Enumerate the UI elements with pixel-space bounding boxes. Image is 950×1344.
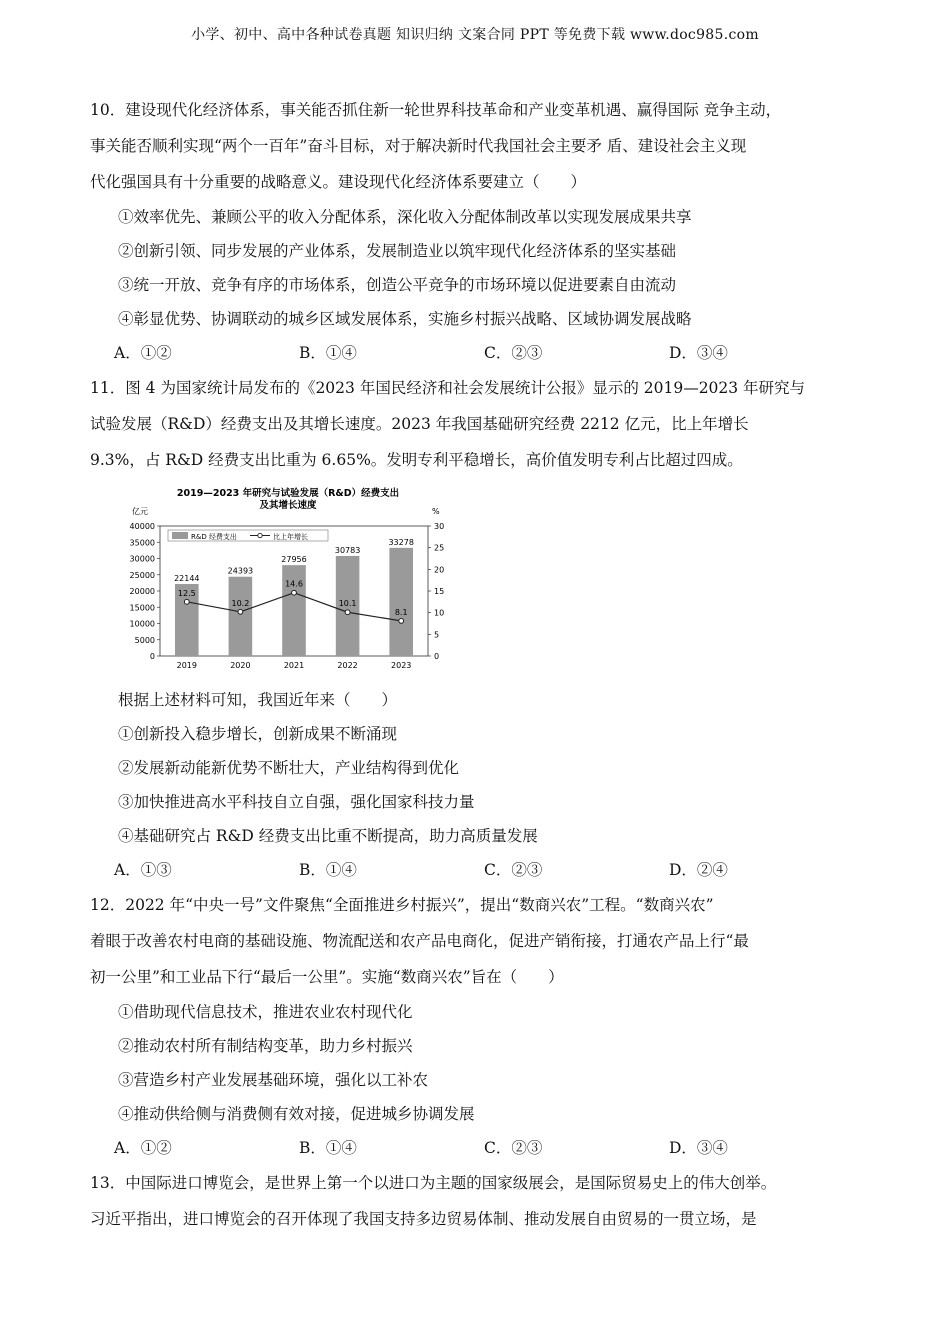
q11-option-a: A．①③ (114, 861, 172, 879)
q11-stem-line: 试验发展（R&D）经费支出及其增长速度。2023 年我国基础研究经费 2212 亿元，比上年增长 (90, 415, 749, 433)
chart-bar (229, 577, 253, 656)
chart-legend-line-marker (258, 533, 262, 537)
chart-growth-label: 8.1 (394, 607, 408, 617)
q11-item: ④基础研究占 R&D 经费支出比重不断提高，助力高质量发展 (118, 827, 538, 845)
q11-option-c: C．②③ (484, 861, 543, 879)
chart-bar-label: 30783 (334, 545, 361, 555)
chart-growth-label: 12.5 (177, 588, 196, 598)
chart-ytick-right-label: 25 (434, 543, 445, 553)
q10-option-a: A．①② (114, 344, 172, 362)
chart-ytick-left-label: 15000 (129, 603, 155, 613)
chart-ytick-left-label: 40000 (129, 522, 155, 531)
q13-stem-line: 习近平指出，进口博览会的召开体现了我国支持多边贸易体制、推动发展自由贸易的一贯立场，是 (90, 1210, 757, 1228)
chart-legend-bar-label: R&D 经费支出 (191, 533, 237, 541)
q10-stem-line: 事关能否顺利实现“两个一百年”奋斗目标，对于解决新时代我国社会主要矛 盾、建设社会主义现 (90, 137, 747, 155)
q10-item: ②创新引领、同步发展的产业体系，发展制造业以筑牢现代化经济体系的坚实基础 (118, 242, 677, 260)
chart-growth-label: 10.1 (338, 599, 357, 609)
q10-option-b: B．①④ (299, 344, 357, 362)
q10-options (90, 336, 865, 370)
chart-ytick-right-label: 10 (434, 608, 445, 618)
question-13 (90, 1165, 865, 1237)
chart-xtick-label: 2022 (337, 661, 358, 670)
chart-legend-bar-swatch (172, 532, 188, 539)
chart-bar-label: 22144 (174, 574, 200, 584)
question-12 (90, 887, 865, 1165)
q11-options (90, 853, 865, 887)
q12-item: ①借助现代信息技术，推进农业农村现代化 (118, 1003, 413, 1021)
chart-ytick-left-label: 35000 (129, 538, 155, 548)
chart-ytick-left-label: 0 (149, 652, 155, 661)
q12-option-c: C．②③ (484, 1139, 543, 1157)
q12-stem-line: 着眼于改善农村电商的基础设施、物流配送和农产品电商化，促进产销衔接，打通农产品上行“最 (90, 932, 749, 950)
q11-question: 根据上述材料可知，我国近年来（ ） (118, 691, 398, 709)
q11-item: ①创新投入稳步增长，创新成果不断涌现 (118, 725, 398, 743)
chart-ytick-left-label: 30000 (129, 554, 155, 564)
chart-bar (389, 548, 413, 656)
rd-chart (110, 484, 455, 679)
q12-stem-line: 12．2022 年“中央一号”文件聚焦“全面推进乡村振兴”，提出“数商兴农”工程。“数商兴农” (90, 896, 714, 914)
q12-option-a: A．①② (114, 1139, 172, 1157)
chart-ytick-left-label: 5000 (134, 635, 155, 645)
chart-title-line: 2019—2023 年研究与试验发展（R&D）经费支出 (176, 488, 400, 499)
rd-chart-svg (110, 484, 455, 679)
chart-growth-point (184, 599, 189, 604)
q12-option-d: D．③④ (669, 1139, 728, 1157)
q11-stem-line: 9.3%，占 R&D 经费支出比重为 6.65%。发明专利平稳增长，高价值发明专利占比超过四成。 (90, 451, 743, 469)
chart-bar-label: 24393 (227, 566, 254, 576)
chart-xtick-label: 2021 (283, 661, 305, 670)
q10-option-d: D．③④ (669, 344, 728, 362)
chart-ytick-right-label: 5 (434, 630, 440, 640)
chart-growth-point (238, 609, 243, 614)
q12-option-b: B．①④ (299, 1139, 357, 1157)
q12-item: ③营造乡村产业发展基础环境，强化以工补农 (118, 1071, 429, 1089)
chart-ytick-left-label: 25000 (129, 570, 155, 580)
chart-growth-label: 10.2 (231, 598, 250, 608)
q12-stem-line: 初一公里”和工业品下行“最后一公里”。实施“数商兴农”旨在（ ） (90, 968, 564, 986)
page-header: 小学、初中、高中各种试卷真题 知识归纳 文案合同 PPT 等免费下载 www.doc985.com (191, 27, 759, 43)
q11-item: ③加快推进高水平科技自立自强，强化国家科技力量 (118, 793, 475, 811)
q10-stem-line: 10．建设现代化经济体系，事关能否抓住新一轮世界科技革命和产业变革机遇、赢得国际 竞争主动， (90, 101, 782, 119)
q13-stem-line: 13．中国际进口博览会，是世界上第一个以进口为主题的国家级展会，是国际贸易史上的伟大创举。 (90, 1174, 777, 1192)
chart-ytick-left-label: 20000 (129, 587, 155, 596)
q11-item: ②发展新动能新优势不断壮大，产业结构得到优化 (118, 759, 460, 777)
q10-item: ④彰显优势、协调联动的城乡区域发展体系，实施乡村振兴战略、区域协调发展战略 (118, 310, 692, 328)
chart-ylabel-left: 亿元 (132, 507, 148, 516)
q11-option-b: B．①④ (299, 861, 357, 879)
question-10 (90, 92, 865, 370)
chart-ytick-right-label: 15 (434, 587, 445, 596)
document-body (90, 92, 865, 1237)
chart-legend-line-label: 比上年增长 (273, 533, 308, 541)
q10-item: ①效率优先、兼顾公平的收入分配体系，深化收入分配体制改革以实现发展成果共享 (118, 208, 692, 226)
q12-item: ④推动供给侧与消费侧有效对接，促进城乡协调发展 (118, 1105, 475, 1123)
q10-option-c: C．②③ (484, 344, 543, 362)
chart-xtick-label: 2020 (230, 661, 251, 670)
chart-title-line: 及其增长速度 (259, 500, 317, 511)
chart-bar-label: 27956 (281, 555, 307, 565)
q12-item: ②推动农村所有制结构变革，助力乡村振兴 (118, 1037, 413, 1055)
chart-growth-point (345, 610, 350, 615)
q10-item: ③统一开放、竞争有序的市场体系，创造公平竞争的市场环境以促进要素自由流动 (118, 276, 677, 294)
chart-ytick-left-label: 10000 (129, 619, 155, 629)
question-11 (90, 370, 865, 887)
chart-growth-point (399, 619, 404, 624)
q11-option-d: D．②④ (669, 861, 728, 879)
chart-growth-point (292, 590, 297, 595)
chart-growth-label: 14.6 (285, 579, 303, 589)
chart-ytick-right-label: 0 (434, 652, 440, 661)
chart-xtick-label: 2023 (391, 661, 412, 670)
chart-xtick-label: 2019 (176, 661, 197, 670)
q10-stem-line: 代化强国具有十分重要的战略意义。建设现代化经济体系要建立（ ） (90, 173, 587, 191)
q12-options (90, 1131, 865, 1165)
chart-ylabel-right: % (432, 507, 440, 516)
chart-bar-label: 33278 (388, 537, 414, 547)
q11-stem-line: 11．图 4 为国家统计局发布的《2023 年国民经济和社会发展统计公报》显示的 2019—2023 年研究与 (90, 379, 806, 397)
chart-ytick-right-label: 20 (434, 565, 445, 575)
chart-ytick-right-label: 30 (434, 522, 445, 531)
